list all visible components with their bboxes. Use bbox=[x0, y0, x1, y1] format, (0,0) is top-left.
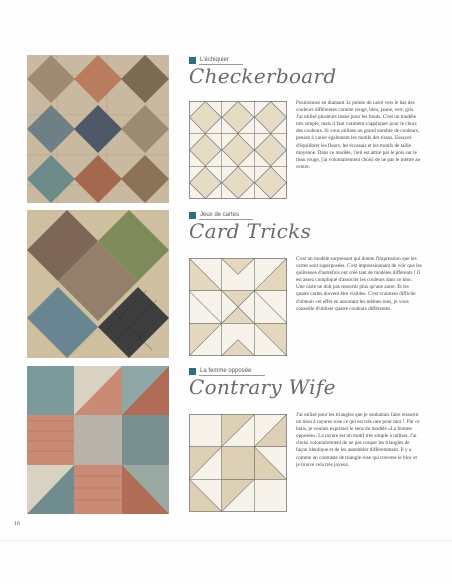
section-checkerboard bbox=[0, 55, 452, 215]
section-contrary-wife bbox=[0, 366, 452, 526]
checkerboard-diagram bbox=[189, 101, 287, 199]
card-tricks-quilt-photo bbox=[27, 210, 169, 358]
tag-label: La femme opposée bbox=[199, 367, 265, 376]
tag-marker bbox=[189, 57, 196, 64]
section-description: Positionnez en diamant 3x pointe du carré vers le bas des couleurs différentes comme rouge, bleu, jaune, vert, gris. J'ai utilisé plusieurs tissus pour les fonds. C'est un modèle très simple, mais il faut vraiment s'appliquer pour le choix des couleurs. Si vous utilisez un grand nombre de couleurs, pensez à varier également les motifs des tissus. Essayez d'équilibrer les fleurs, les écossais et les motifs de taille moyenne. Dans ce modèle, l'œil est attiré par le pois sur le tissu rouge, j'ai volontairement choisi de ne pas le mettre au centre. bbox=[296, 100, 421, 170]
tag-marker bbox=[189, 368, 196, 375]
page-number: 16 bbox=[14, 521, 20, 527]
tag-label: L'échiquier bbox=[199, 56, 243, 65]
section-title: Card Tricks bbox=[189, 219, 312, 243]
tag-marker bbox=[189, 212, 196, 219]
section-card-tricks bbox=[0, 210, 452, 370]
tag-label: Jeux de cartes bbox=[199, 211, 253, 220]
contrary-wife-quilt-photo bbox=[27, 366, 169, 514]
page-bottom-edge bbox=[0, 540, 452, 541]
section-title: Contrary Wife bbox=[189, 375, 336, 399]
section-description: J'ai utilisé pour les triangles que je souhaitais faire ressortir un tissu à rayures rose ce qui est très rare pour moi !. Par ce biais, je voulais exprimer le sens du modèle «La femme opposée». La rayure est un motif très simple à utiliser. J'ai choisi volontairement de ne pas couper les triangles de façon identique et de les assembler différemment. Il y a comme un contraste de triangle rose qui traverse le bloc et je trouve cela très joyeux. bbox=[296, 412, 420, 468]
section-description: C'est un modèle surprenant qui donne l'impression que les cartes sont superposées. C'est impressionnant de voir que les quilteuses d'autrefois ont créé tant de modèles différents ! Il est assez compliqué d'associer les couleurs dans ce bloc. Une carte ne doit pas ressortir plus qu'une autre. Et les quatre cartes doivent être visibles. C'est vraiment difficile d'obtenir cet effet en assortant les mêmes tons, je vous conseille d'utiliser quatre couleurs différentes. bbox=[296, 256, 422, 312]
checkerboard-quilt-photo bbox=[27, 55, 169, 203]
contrary-wife-diagram bbox=[189, 414, 287, 512]
section-title: Checkerboard bbox=[189, 64, 337, 88]
card-tricks-diagram bbox=[189, 258, 287, 356]
